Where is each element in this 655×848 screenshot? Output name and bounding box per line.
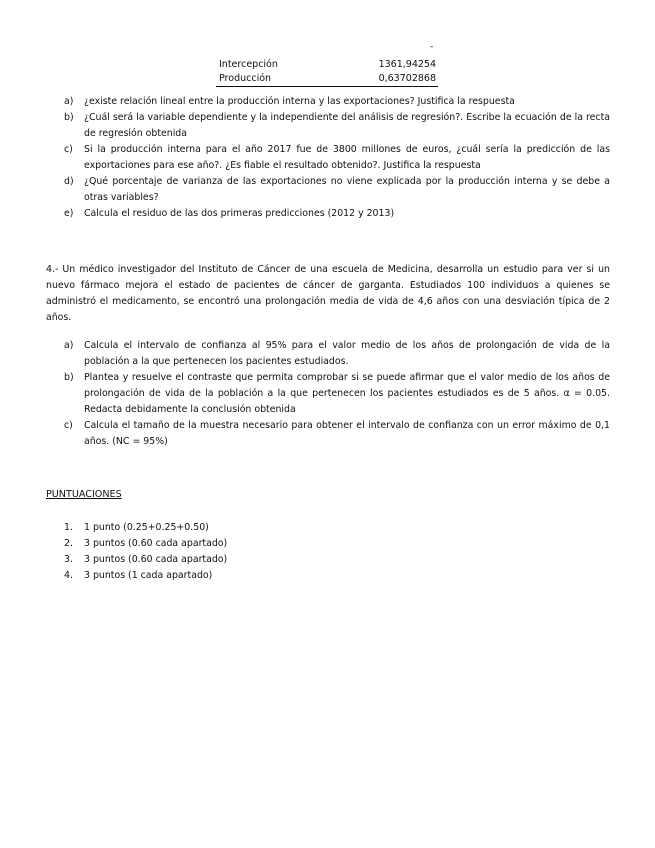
item-marker: 2. <box>64 538 73 549</box>
item-marker: b) <box>64 372 74 383</box>
list-item <box>64 370 610 418</box>
table-row-produccion <box>216 72 438 87</box>
question3-list <box>64 94 610 222</box>
row-value: 0,63702868 <box>378 73 436 84</box>
item-marker: a) <box>64 96 74 107</box>
list-item <box>64 94 610 110</box>
coefficient-table <box>216 44 438 87</box>
item-marker: c) <box>64 420 73 431</box>
list-item <box>64 568 227 584</box>
item-text: ¿existe relación lineal entre la producción interna y las exportaciones? Justifica la respuesta <box>84 96 515 107</box>
puntuaciones-list <box>64 520 227 584</box>
row-value: 1361,94254 <box>378 59 436 70</box>
item-text: 3 puntos (0.60 cada apartado) <box>84 538 228 549</box>
item-marker: a) <box>64 340 74 351</box>
list-item <box>64 552 227 568</box>
item-marker: b) <box>64 112 74 123</box>
question4-intro: 4.- Un médico investigador del Instituto de Cáncer de una escuela de Medicina, desarrolla un estudio para ver si un nuevo fármaco mejora el estado de pacientes de cáncer de garganta. Estudiados 100 individuos a quienes se administró el medicamento, se encontró una prolongación media de vida de 4,6 años con una desviación típica de 2 años. <box>46 264 610 323</box>
list-item <box>64 142 610 174</box>
item-marker: c) <box>64 144 73 155</box>
table-row-intercept <box>216 58 438 72</box>
puntuaciones-title: PUNTUACIONES <box>46 489 122 500</box>
item-text: 3 puntos (0.60 cada apartado) <box>84 554 228 565</box>
list-item <box>64 520 227 536</box>
item-text: 3 puntos (1 cada apartado) <box>84 570 213 581</box>
row-label: Intercepción <box>219 59 278 70</box>
item-text: ¿Qué porcentaje de varianza de las exportaciones no viene explicada por la producción interna y se debe a otras variables? <box>84 176 610 203</box>
item-marker: 3. <box>64 554 73 565</box>
item-text: ¿Cuál será la variable dependiente y la independiente del análisis de regresión?. Escribe la ecuación de la recta de regresión obtenida <box>84 112 610 139</box>
list-item <box>64 418 610 450</box>
item-text: Plantea y resuelve el contraste que permita comprobar si se puede afirmar que el valor medio de los años de prolongación de vida de la población a la que pertenecen los pacientes estudiados es de 5 años. α = 0.05. Redacta debidamente la conclusión obtenida <box>84 372 610 415</box>
list-item <box>64 206 610 222</box>
item-marker: e) <box>64 208 74 219</box>
item-text: 1 punto (0.25+0.25+0.50) <box>84 522 209 533</box>
item-text: Calcula el intervalo de confianza al 95% para el valor medio de los años de prolongación de vida de la población a la que pertenecen los pacientes estudiados. <box>84 340 610 367</box>
item-marker: 4. <box>64 570 73 581</box>
question4-list <box>64 338 610 450</box>
list-item <box>64 174 610 206</box>
list-item <box>64 110 610 142</box>
item-text: Si la producción interna para el año 2017 fue de 3800 millones de euros, ¿cuál sería la predicción de las exportaciones para ese año?. ¿Es fiable el resultado obtenido?. Justifica la respuesta <box>84 144 610 171</box>
item-text: Calcula el residuo de las dos primeras predicciones (2012 y 2013) <box>84 208 395 219</box>
item-marker: 1. <box>64 522 73 533</box>
item-marker: d) <box>64 176 74 187</box>
table-dash: - <box>430 42 434 52</box>
list-item <box>64 338 610 370</box>
list-item <box>64 536 227 552</box>
item-text: Calcula el tamaño de la muestra necesario para obtener el intervalo de confianza con un error máximo de 0,1 años. (NC = 95%) <box>84 420 610 447</box>
row-label: Producción <box>219 73 272 84</box>
